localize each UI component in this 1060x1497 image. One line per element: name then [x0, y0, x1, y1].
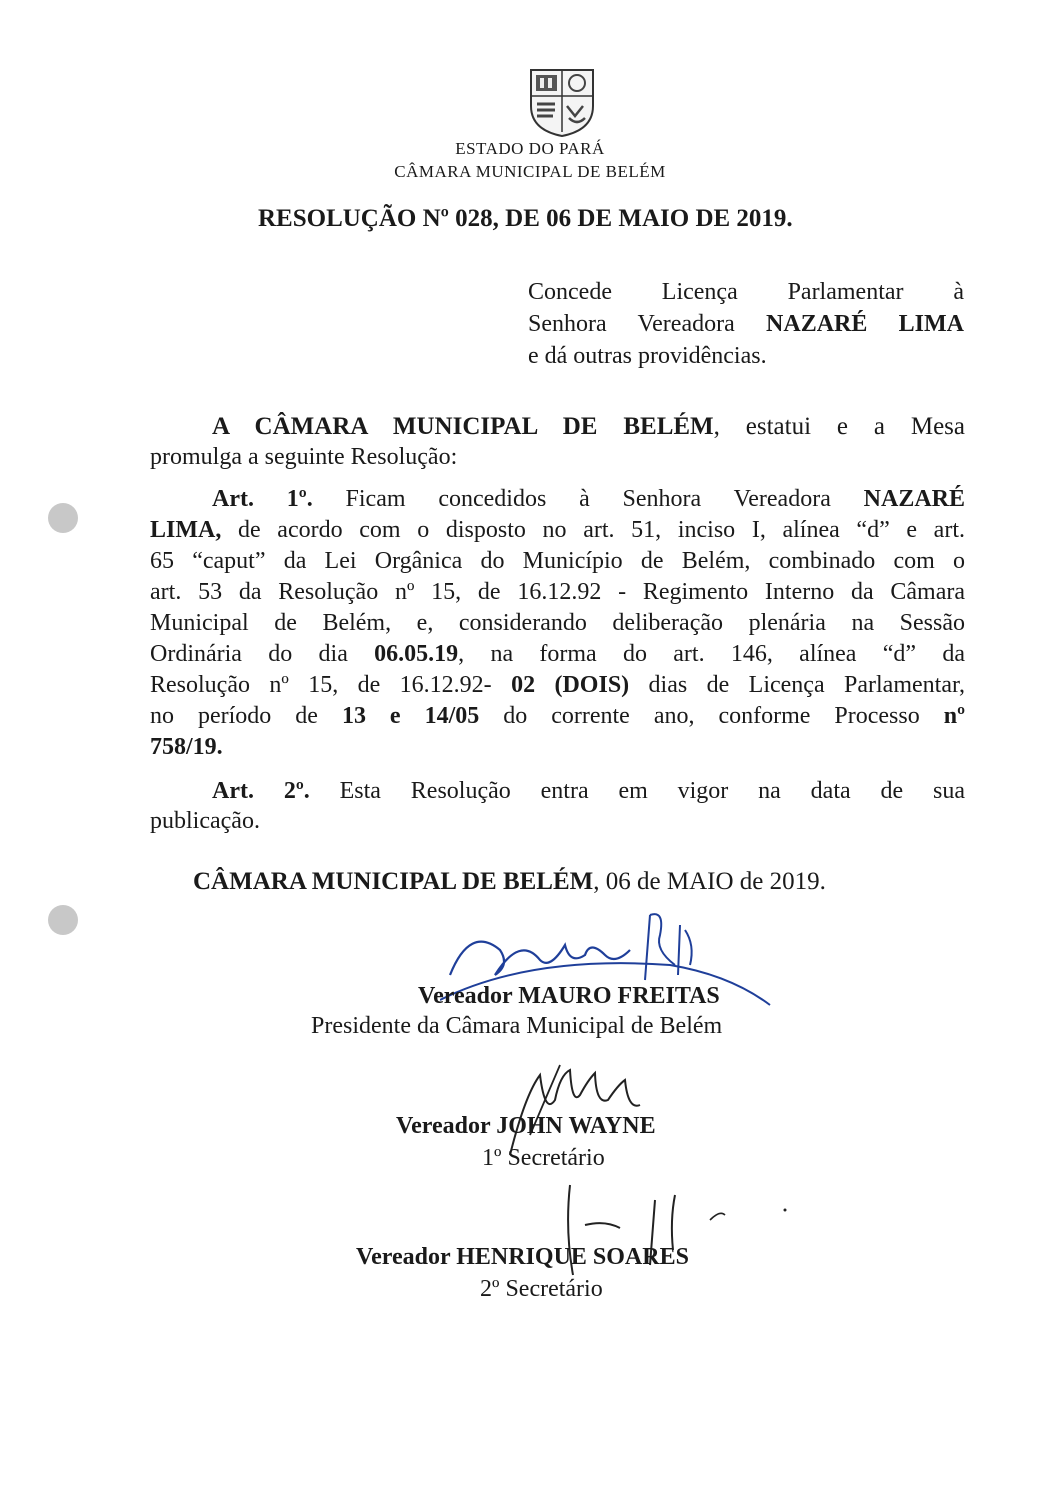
signature-role: Presidente da Câmara Municipal de Belém — [311, 1013, 723, 1039]
punch-hole — [48, 905, 78, 935]
article-2: Art. 2º. Esta Resolução entra em vigor na data de sua publicação. — [150, 778, 965, 834]
ementa-line: Concede Licença Parlamentar à — [528, 279, 964, 305]
signature-name: Vereador HENRIQUE SOARES — [356, 1244, 689, 1270]
municipal-coat-of-arms-icon — [527, 66, 597, 138]
ementa-line: e dá outras providências. — [528, 343, 767, 369]
ementa — [528, 276, 964, 372]
closing-date: CÂMARA MUNICIPAL DE BELÉM, 06 de MAIO de 2019. — [193, 868, 826, 895]
chamber-name: CÂMARA MUNICIPAL DE BELÉM — [394, 162, 666, 181]
preamble: A CÂMARA MUNICIPAL DE BELÉM, estatui e a Mesa promulga a seguinte Resolução: — [150, 413, 965, 470]
signature-name: Vereador JOHN WAYNE — [396, 1113, 656, 1139]
signature-name: Vereador MAURO FREITAS — [418, 983, 720, 1009]
article-label: Art. 1º. — [212, 486, 313, 512]
signature-role: 2º Secretário — [480, 1276, 603, 1302]
punch-hole — [48, 503, 78, 533]
state-name: ESTADO DO PARÁ — [455, 139, 605, 158]
page-title: RESOLUÇÃO Nº 028, DE 06 DE MAIO DE 2019. — [258, 205, 793, 232]
signature-role: 1º Secretário — [482, 1145, 605, 1171]
article-label: Art. 2º. — [212, 778, 310, 804]
article-1: Art. 1º. Ficam concedidos à Senhora Vereadora NAZARÉ LIMA, de acordo com o disposto no art. 51, inciso I, alínea “d” e art. 65 “caput” da Lei Orgânica do Município de Belém, combinado com o art. 53 da Resolução nº 15, de 16.12.92 - Regimento Interno da Câmara Municipal de Belém, e, considerando deliberação plenária na Sessão Ordinária do dia 06.05.19, na forma do art. 146, alínea “d” da Resolução nº 15, de 16.12.92- 02 (DOIS) dias de Licença Parlamentar, no período de 13 e 14/05 do corrente ano, conforme Processo nº 758/19. — [150, 486, 966, 760]
ementa-line: Senhora Vereadora NAZARÉ LIMA — [528, 311, 964, 337]
